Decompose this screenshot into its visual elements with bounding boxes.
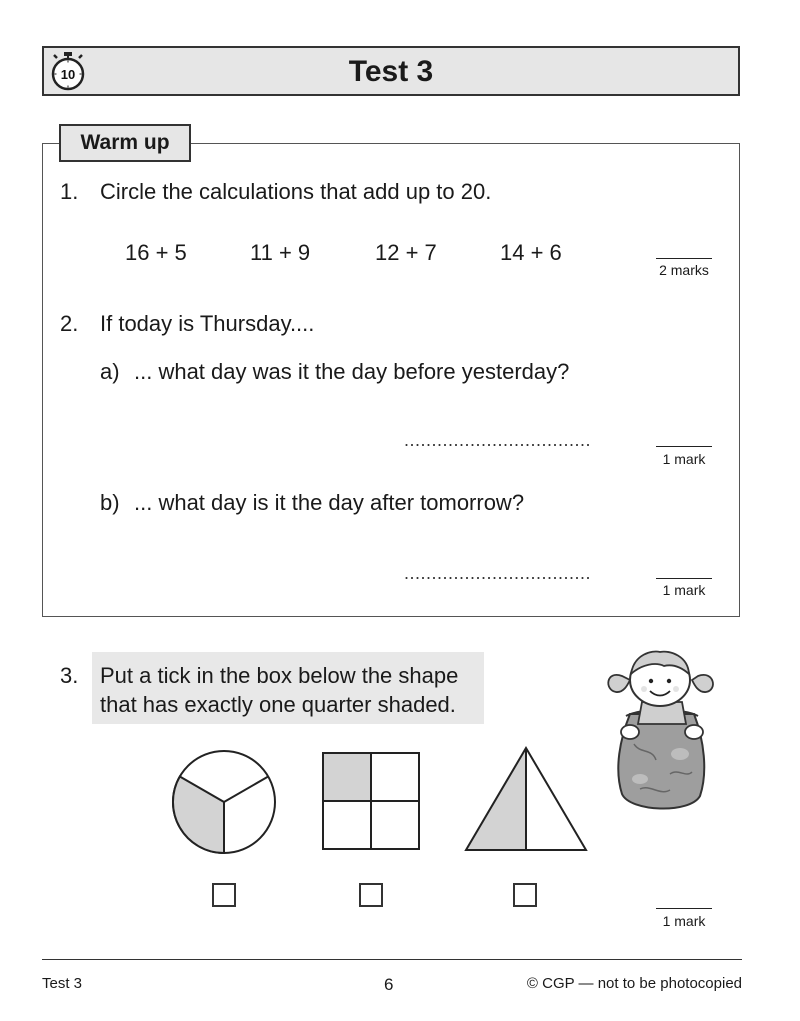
q2a-text: ... what day was it the day before yesterday? — [134, 359, 570, 384]
q1-marks: 2 marks — [659, 262, 709, 278]
footer-divider — [42, 959, 742, 960]
q2b-marks: 1 mark — [662, 582, 706, 598]
calculation-4[interactable]: 14 + 6 — [500, 240, 562, 265]
title-bar — [42, 46, 740, 96]
q1-number: 1. — [60, 179, 79, 204]
square-shape — [322, 752, 420, 850]
q2-number: 2. — [60, 311, 79, 336]
q2a-marks: 1 mark — [662, 451, 706, 467]
circle-shape — [170, 748, 278, 856]
warm-up-label: Warm up — [59, 124, 191, 162]
girl-illustration — [600, 644, 724, 822]
mark-line — [656, 578, 712, 579]
q2a-answer-line[interactable]: .................................. — [404, 430, 592, 450]
q3-line-1: Put a tick in the box below the shape — [100, 663, 459, 688]
q3-number: 3. — [60, 663, 79, 688]
q2b-answer-line[interactable]: .................................. — [404, 563, 592, 583]
q2b-label: b) — [100, 490, 120, 515]
calculation-3[interactable]: 12 + 7 — [375, 240, 437, 265]
page-title: Test 3 — [348, 55, 434, 88]
tick-box-circle[interactable] — [212, 883, 236, 907]
calculation-2[interactable]: 11 + 9 — [250, 240, 311, 265]
q3-marks: 1 mark — [662, 913, 706, 929]
q2b-text: ... what day is it the day after tomorrow? — [134, 490, 525, 515]
footer-test-name: Test 3 — [42, 975, 83, 992]
mark-line — [656, 908, 712, 909]
q2-text: If today is Thursday.... — [100, 311, 315, 336]
triangle-shape — [464, 746, 588, 852]
calculation-1[interactable]: 16 + 5 — [125, 240, 187, 265]
q2a-label: a) — [100, 359, 120, 384]
q1-text: Circle the calculations that add up to 20. — [100, 179, 492, 204]
copyright-notice: © CGP — not to be photocopied — [526, 975, 742, 992]
page-number: 6 — [384, 975, 394, 994]
mark-line — [656, 446, 712, 447]
mark-line — [656, 258, 712, 259]
tick-box-square[interactable] — [359, 883, 383, 907]
tick-box-triangle[interactable] — [513, 883, 537, 907]
timer-minutes: 10 — [60, 67, 76, 82]
q3-line-2: that has exactly one quarter shaded. — [100, 692, 456, 717]
